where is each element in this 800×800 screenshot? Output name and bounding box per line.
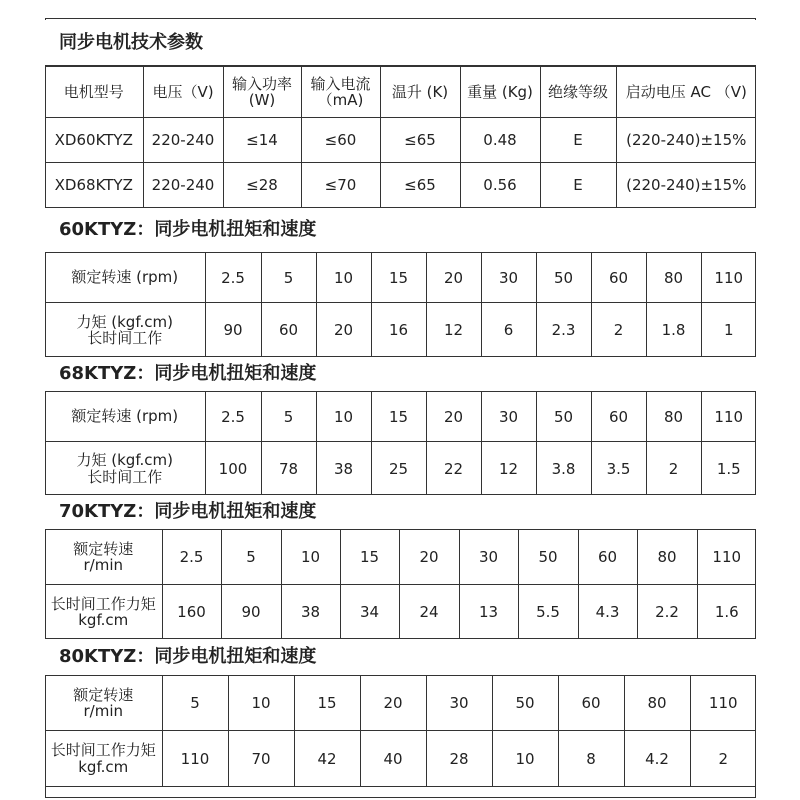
speed-value: 50: [492, 676, 558, 731]
speed-value: 15: [371, 392, 426, 442]
speed-value: 80: [637, 530, 697, 585]
speed-value: 15: [340, 530, 399, 585]
torque-value: 38: [316, 442, 371, 496]
section-title-60ktyz: 60KTYZ：同步电机扭矩和速度: [45, 207, 756, 253]
speed-value: 20: [426, 253, 481, 303]
speed-value: 5: [162, 676, 228, 731]
torque-label: 力矩 (kgf.cm) 长时间工作: [45, 442, 205, 496]
torque-value: 24: [399, 585, 459, 640]
torque-value: 78: [261, 442, 316, 496]
speed-value: 15: [294, 676, 360, 731]
cell-insulation: E: [540, 118, 616, 163]
torque-value: 1.8: [646, 303, 701, 358]
header-weight: 重量 (Kg): [460, 67, 540, 118]
torque-table-70ktyz: [45, 529, 756, 640]
speed-value: 5: [221, 530, 281, 585]
torque-value: 40: [360, 731, 426, 787]
torque-table-68ktyz: [45, 391, 756, 496]
speed-label: 额定转速 (rpm): [45, 392, 205, 442]
cell-temp-rise: ≤65: [380, 118, 460, 163]
torque-value: 110: [162, 731, 228, 787]
torque-value: 4.3: [578, 585, 637, 640]
speed-value: 2.5: [205, 392, 261, 442]
cell-voltage: 220-240: [143, 163, 223, 208]
torque-label: 长时间工作力矩 kgf.cm: [45, 585, 162, 640]
speed-value: 10: [316, 392, 371, 442]
speed-value: 5: [261, 392, 316, 442]
torque-value: 100: [205, 442, 261, 496]
speed-value: 60: [591, 392, 646, 442]
spec-row: [45, 118, 756, 163]
torque-row: [45, 442, 756, 496]
speed-value: 60: [591, 253, 646, 303]
torque-value: 2.2: [637, 585, 697, 640]
torque-value: 38: [281, 585, 340, 640]
speed-value: 5: [261, 253, 316, 303]
speed-value: 110: [697, 530, 756, 585]
speed-value: 60: [578, 530, 637, 585]
header-model: 电机型号: [45, 67, 143, 118]
speed-value: 50: [518, 530, 578, 585]
torque-value: 34: [340, 585, 399, 640]
torque-table-80ktyz: [45, 675, 756, 787]
torque-value: 22: [426, 442, 481, 496]
torque-value: 8: [558, 731, 624, 787]
torque-value: 42: [294, 731, 360, 787]
section-title-70ktyz: 70KTYZ：同步电机扭矩和速度: [45, 494, 756, 530]
torque-value: 5.5: [518, 585, 578, 640]
cell-start-voltage: (220-240)±15%: [616, 163, 756, 208]
speed-value: 50: [536, 392, 591, 442]
spec-row: [45, 163, 756, 208]
cell-model: XD60KTYZ: [45, 118, 143, 163]
torque-value: 1.5: [701, 442, 756, 496]
speed-label: 额定转速 r/min: [45, 530, 162, 585]
speed-value: 30: [459, 530, 518, 585]
cell-input-current: ≤70: [301, 163, 380, 208]
header-input-power: 输入功率 (W): [223, 67, 301, 118]
page-title: 同步电机技术参数: [45, 20, 756, 66]
torque-value: 13: [459, 585, 518, 640]
header-temp-rise: 温升 (K): [380, 67, 460, 118]
torque-value: 25: [371, 442, 426, 496]
header-voltage: 电压（V): [143, 67, 223, 118]
header-input-current: 输入电流 （mA): [301, 67, 380, 118]
speed-value: 20: [360, 676, 426, 731]
torque-row: [45, 585, 756, 640]
torque-value: 1: [701, 303, 756, 358]
speed-row: [45, 392, 756, 442]
torque-value: 160: [162, 585, 221, 640]
torque-value: 1.6: [697, 585, 756, 640]
cell-weight: 0.48: [460, 118, 540, 163]
torque-row: [45, 303, 756, 358]
speed-value: 30: [481, 392, 536, 442]
speed-value: 30: [426, 676, 492, 731]
speed-value: 2.5: [205, 253, 261, 303]
speed-row: [45, 530, 756, 585]
header-insulation: 绝缘等级: [540, 67, 616, 118]
torque-value: 6: [481, 303, 536, 358]
cell-insulation: E: [540, 163, 616, 208]
torque-value: 2.3: [536, 303, 591, 358]
speed-value: 10: [281, 530, 340, 585]
cell-start-voltage: (220-240)±15%: [616, 118, 756, 163]
speed-value: 50: [536, 253, 591, 303]
torque-value: 2: [690, 731, 756, 787]
speed-value: 110: [690, 676, 756, 731]
speed-value: 15: [371, 253, 426, 303]
spec-table: [45, 66, 756, 208]
torque-value: 16: [371, 303, 426, 358]
speed-value: 10: [228, 676, 294, 731]
speed-value: 80: [646, 253, 701, 303]
torque-value: 90: [205, 303, 261, 358]
torque-value: 3.5: [591, 442, 646, 496]
torque-value: 10: [492, 731, 558, 787]
section-title-80ktyz: 80KTYZ：同步电机扭矩和速度: [45, 638, 756, 676]
cell-model: XD68KTYZ: [45, 163, 143, 208]
speed-value: 10: [316, 253, 371, 303]
torque-value: 20: [316, 303, 371, 358]
torque-value: 90: [221, 585, 281, 640]
speed-value: 110: [701, 253, 756, 303]
torque-value: 60: [261, 303, 316, 358]
speed-value: 60: [558, 676, 624, 731]
cell-temp-rise: ≤65: [380, 163, 460, 208]
torque-row: [45, 731, 756, 787]
cell-input-current: ≤60: [301, 118, 380, 163]
torque-value: 12: [426, 303, 481, 358]
speed-label: 额定转速 (rpm): [45, 253, 205, 303]
speed-value: 30: [481, 253, 536, 303]
torque-value: 70: [228, 731, 294, 787]
cell-input-power: ≤28: [223, 163, 301, 208]
section-title-68ktyz: 68KTYZ：同步电机扭矩和速度: [45, 356, 756, 392]
torque-label: 长时间工作力矩 kgf.cm: [45, 731, 162, 787]
speed-value: 2.5: [162, 530, 221, 585]
torque-value: 28: [426, 731, 492, 787]
header-start-voltage: 启动电压 AC （V): [616, 67, 756, 118]
cell-input-power: ≤14: [223, 118, 301, 163]
speed-value: 80: [646, 392, 701, 442]
speed-row: [45, 676, 756, 731]
cell-weight: 0.56: [460, 163, 540, 208]
speed-row: [45, 253, 756, 303]
speed-value: 80: [624, 676, 690, 731]
cell-voltage: 220-240: [143, 118, 223, 163]
torque-value: 12: [481, 442, 536, 496]
speed-label: 额定转速 r/min: [45, 676, 162, 731]
spec-header-row: [45, 67, 756, 118]
torque-value: 4.2: [624, 731, 690, 787]
torque-value: 2: [591, 303, 646, 358]
torque-value: 2: [646, 442, 701, 496]
torque-table-60ktyz: [45, 252, 756, 358]
speed-value: 110: [701, 392, 756, 442]
speed-value: 20: [426, 392, 481, 442]
torque-label: 力矩 (kgf.cm) 长时间工作: [45, 303, 205, 358]
torque-value: 3.8: [536, 442, 591, 496]
speed-value: 20: [399, 530, 459, 585]
